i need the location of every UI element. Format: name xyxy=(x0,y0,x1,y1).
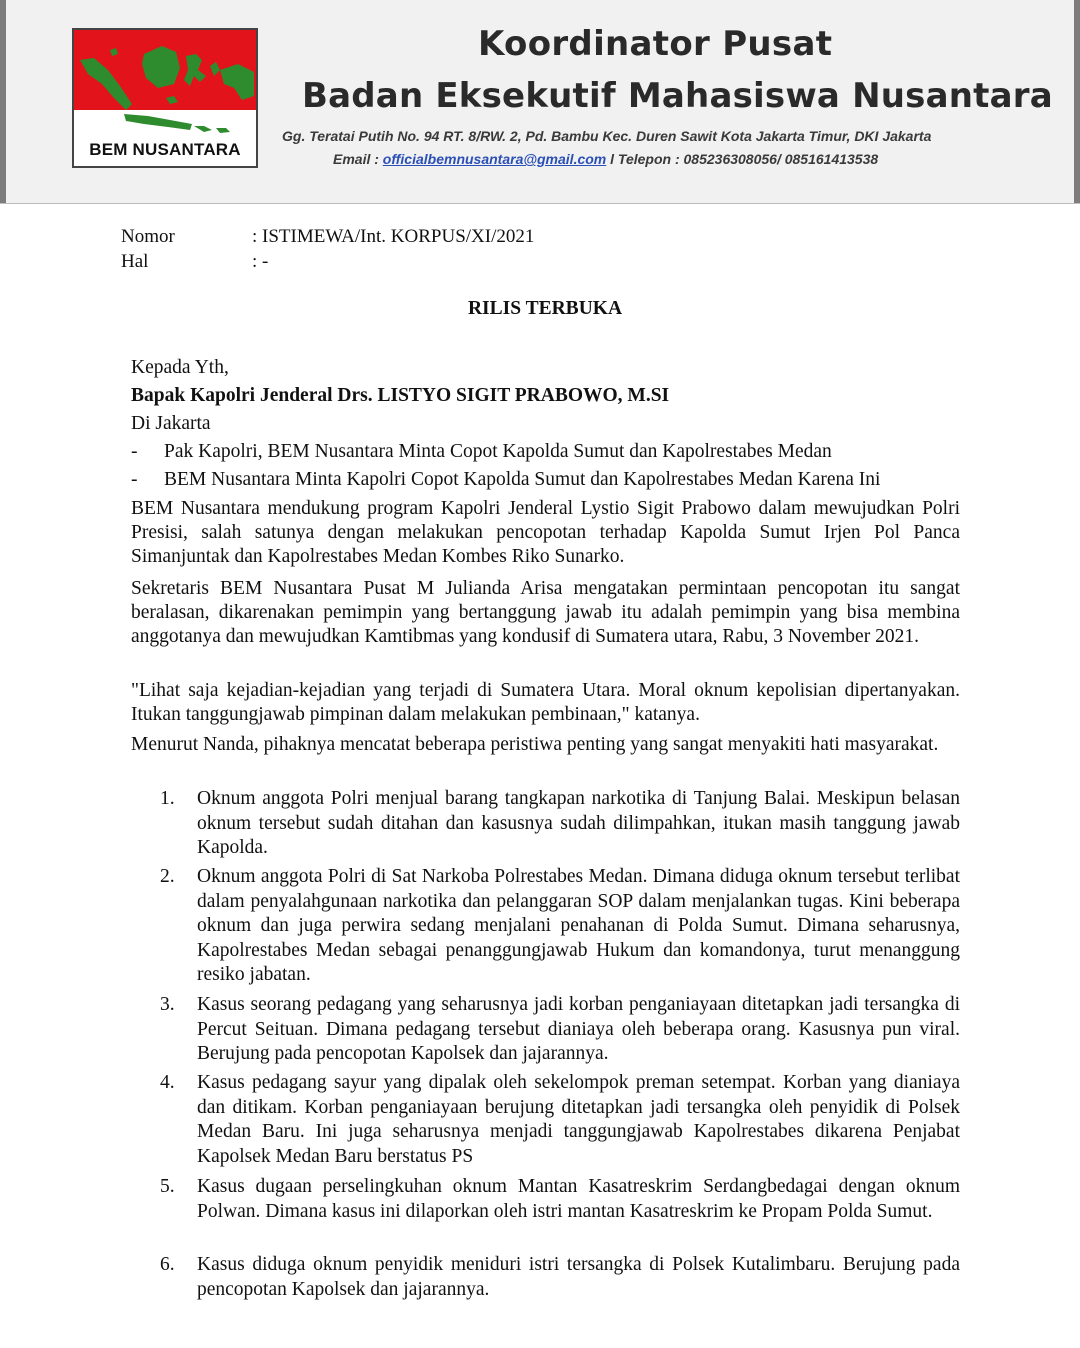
nomor-value: : ISTIMEWA/Int. KORPUS/XI/2021 xyxy=(252,226,535,247)
bullet-item: - BEM Nusantara Minta Kapolri Copot Kapolda Sumut dan Kapolrestabes Medan Karena Ini xyxy=(131,469,881,490)
hal-value: : - xyxy=(252,251,269,272)
bullet-text: Pak Kapolri, BEM Nusantara Minta Copot Kapolda Sumut dan Kapolrestabes Medan xyxy=(164,441,832,462)
list-text: Oknum anggota Polri menjual barang tangkapan narkotika di Tanjung Balai. Meskipun belasan oknum tersebut sudah ditahan dan kasusnya sudah dilimpahkan, itukan masih tanggung jawab Kapolda. xyxy=(197,788,960,858)
list-item xyxy=(160,865,960,988)
bem-nusantara-logo xyxy=(72,28,258,168)
list-item xyxy=(160,1071,960,1169)
nomor-label: Nomor xyxy=(121,226,175,247)
email-label: Email : xyxy=(333,151,383,167)
greeting: Kepada Yth, xyxy=(131,357,229,378)
list-item xyxy=(160,993,960,1067)
list-number: 2. xyxy=(160,866,175,887)
list-item xyxy=(160,1175,960,1224)
org-subtitle: Badan Eksekutif Mahasiswa Nusantara xyxy=(302,76,1053,116)
phone-text: l Telepon : 085236308056/ 085161413538 xyxy=(606,151,879,167)
list-number: 4. xyxy=(160,1072,175,1093)
hal-label: Hal xyxy=(121,251,149,272)
list-text: Kasus dugaan perselingkuhan oknum Mantan Kasatreskrim Serdangbedagai dengan oknum Polwan. Dimana kasus ini dilaporkan oleh istri mantan Kasatreskrim ke Propam Polda Sumut. xyxy=(197,1176,960,1222)
paragraph: "Lihat saja kejadian-kejadian yang terjadi di Sumatera Utara. Moral oknum kepolisian dipertanyakan. Itukan tanggungjawab pimpinan dalam melakukan pembinaan," katanya. xyxy=(131,680,960,725)
paragraph: Sekretaris BEM Nusantara Pusat M Julianda Arisa mengatakan permintaan pencopotan itu sangat beralasan, dikarenakan pemimpin yang bertanggung jawab itu adalah pemimpin yang bisa membina anggotanya dan mewujudkan Kamtibmas yang kondusif di Sumatera utara, Rabu, 3 November 2021. xyxy=(131,578,960,647)
letterhead-border-right xyxy=(1074,0,1080,203)
list-text: Kasus seorang pedagang yang seharusnya jadi korban penganiayaan ditetapkan jadi tersangka di Percut Seituan. Dimana pedagang tersebut dianiaya oleh beberapa orang. Kasusnya pun viral. Berujung pada pencopotan Kapolsek dan jajarannya. xyxy=(197,994,960,1064)
email-link[interactable]: officialbemnusantara@gmail.com xyxy=(382,151,607,167)
bullet-text: BEM Nusantara Minta Kapolri Copot Kapolda Sumut dan Kapolrestabes Medan Karena Ini xyxy=(164,469,881,490)
logo-text: BEM NUSANTARA xyxy=(89,140,241,159)
list-item xyxy=(160,1253,960,1302)
letterhead-border-left xyxy=(0,0,6,203)
recipient-name: Bapak Kapolri Jenderal Drs. LISTYO SIGIT PRABOWO, M.SI xyxy=(131,385,670,406)
paragraph: BEM Nusantara mendukung program Kapolri Jenderal Lystio Sigit Prabowo dalam mewujudkan Polri Presisi, salah satunya dengan melakukan pencopotan terhadap Kapolda Sumut Irjen Pol Panca Simanjuntak dan Kapolrestabes Medan Kombes Riko Sunarko. xyxy=(131,498,960,567)
list-text: Kasus pedagang sayur yang dipalak oleh sekelompok preman setempat. Korban yang dianiaya dan ditikam. Korban penganiayaan berujung ditetapkan jadi tersangka oleh penyidik di Polsek Medan Baru. Ini juga seharusnya menjadi tanggungjawab Kapolrestabes dikarena Penjabat Kapolsek Medan Baru berstatus PS xyxy=(197,1072,960,1167)
list-text: Oknum anggota Polri di Sat Narkoba Polrestabes Medan. Dimana diduga oknum tersebut terlibat dalam penyalahgunaan narkotika dan pelanggaran SOP dalam menjalankan tugas. Kini beberapa oknum dan juga perwira sedang menjalani penahanan di Polda Sumut. Dimana seharusnya, Kapolrestabes Medan sebagai penanggungjawab Hukum dan komandonya, turut menanggung resiko jabatan. xyxy=(197,866,960,985)
bullet-item: - Pak Kapolri, BEM Nusantara Minta Copot Kapolda Sumut dan Kapolrestabes Medan xyxy=(131,441,832,462)
recipient-location: Di Jakarta xyxy=(131,413,211,434)
list-number: 1. xyxy=(160,788,175,809)
document-title: RILIS TERBUKA xyxy=(467,298,623,319)
list-number: 6. xyxy=(160,1254,175,1275)
list-text: Kasus diduga oknum penyidik meniduri istri tersangka di Polsek Kutalimbaru. Berujung pada pencopotan Kapolsek dan jajarannya. xyxy=(197,1254,960,1300)
letterhead xyxy=(0,0,1080,204)
paragraph: Menurut Nanda, pihaknya mencatat beberapa peristiwa penting yang sangat menyakiti hati masyarakat. xyxy=(131,734,939,755)
list-number: 3. xyxy=(160,994,175,1015)
org-contact xyxy=(333,151,878,167)
list-number: 5. xyxy=(160,1176,175,1197)
list-item xyxy=(160,787,960,861)
org-title: Koordinator Pusat xyxy=(478,24,833,64)
org-address: Gg. Teratai Putih No. 94 RT. 8/RW. 2, Pd. Bambu Kec. Duren Sawit Kota Jakarta Timur, DKI Jakarta xyxy=(282,128,932,144)
